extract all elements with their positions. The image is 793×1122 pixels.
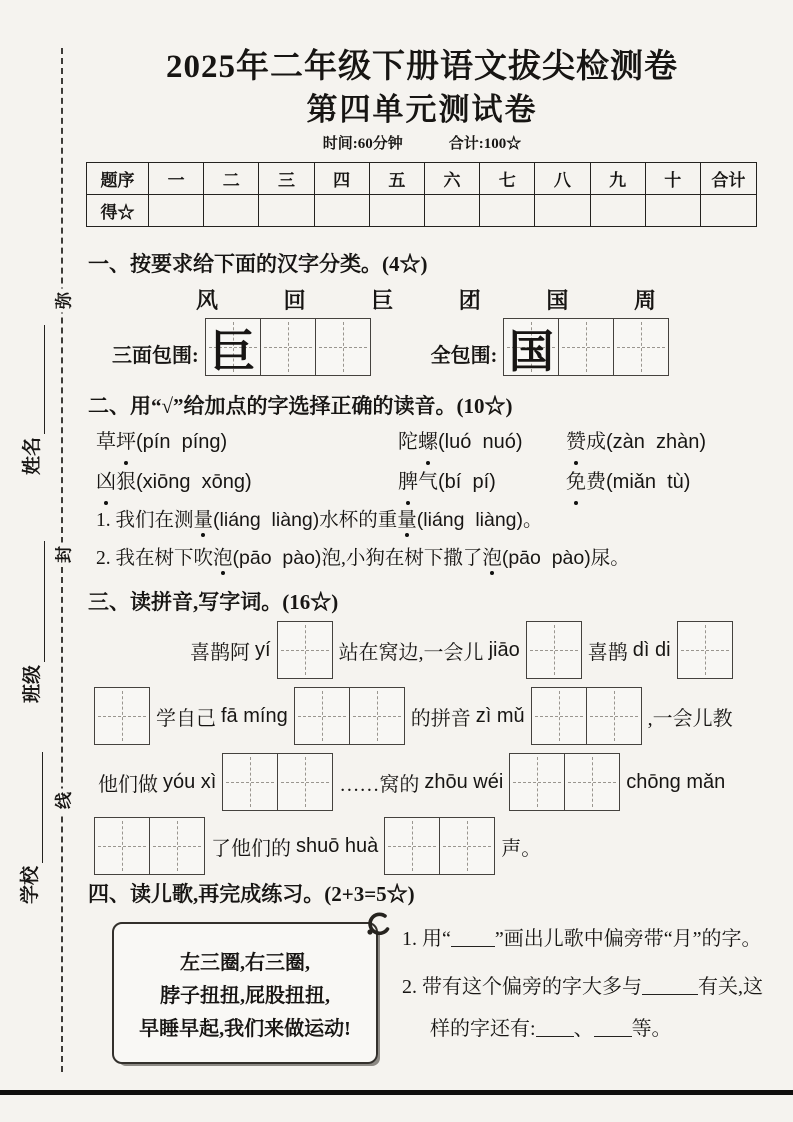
rhyme-note-box <box>112 922 378 1064</box>
text-run: ”画出儿歌中偏旁带“月”的字。 <box>494 928 762 950</box>
pinyin-choice-word <box>398 424 566 460</box>
answer-cell[interactable] <box>150 817 205 875</box>
answer-cell[interactable] <box>559 318 614 376</box>
answer-cell[interactable] <box>587 687 642 745</box>
score-entry-cell[interactable] <box>480 195 535 227</box>
dotted-character: 泡 <box>213 542 233 570</box>
group-label: 全包围: <box>430 345 498 367</box>
text-run: 声。 <box>501 837 542 860</box>
student-field-blank[interactable] <box>22 325 45 434</box>
text-run: 他们做 <box>98 773 163 796</box>
classify-character: 国 <box>546 288 569 313</box>
pinyin-run: chōng mǎn <box>626 770 726 793</box>
text-run: 泡,小狗在树下撒了 <box>321 548 483 569</box>
paper-title-line1: 2025年二年级下册语文拔尖检测卷 <box>166 49 678 85</box>
seal-char: 线 <box>48 789 77 813</box>
score-table-header-cell: 七 <box>480 163 535 195</box>
pinyin-run: yí <box>255 638 271 661</box>
score-table-header-cell: 八 <box>535 163 590 195</box>
score-table-header-cell: 五 <box>369 163 424 195</box>
section4-questions <box>402 918 776 1056</box>
score-table-header-cell: 合计 <box>700 163 756 195</box>
section4-heading: 四、读儿歌,再完成练习。(2+3=5☆) <box>88 882 415 906</box>
answer-cell[interactable] <box>261 318 316 376</box>
answer-cell[interactable] <box>531 687 587 745</box>
blank-line[interactable] <box>536 1020 574 1037</box>
writing-box-group <box>503 318 669 376</box>
answer-cell[interactable] <box>526 621 582 679</box>
pinyin-choice-word <box>566 424 772 460</box>
writing-box-group <box>509 753 620 811</box>
classify-character: 周 <box>633 288 656 313</box>
student-field-label: 学校 <box>20 865 41 904</box>
answer-cell[interactable] <box>222 753 278 811</box>
score-table-header-cell: 题序 <box>87 163 149 195</box>
text-run: 喜鹊阿 <box>190 641 255 664</box>
handwritten-answer: 国 <box>508 326 554 377</box>
paper-title-line2: 第四单元测试卷 <box>306 92 538 127</box>
text-run: 水杯的重 <box>319 510 398 531</box>
blank-line[interactable] <box>451 930 495 947</box>
text-run: 等。 <box>631 1018 672 1040</box>
pinyin-options: (pín píng) <box>136 431 228 453</box>
dotted-character: 坪 <box>116 424 136 460</box>
score-entry-cell[interactable] <box>259 195 314 227</box>
answer-cell[interactable] <box>277 621 333 679</box>
student-field-blank[interactable] <box>20 752 43 863</box>
answer-cell[interactable] <box>677 621 733 679</box>
student-field-name <box>19 325 45 475</box>
question-item <box>402 966 776 1050</box>
pinyin-options: (bí pí) <box>438 471 496 493</box>
student-field-class <box>19 541 45 703</box>
paper-meta <box>88 132 756 153</box>
score-row-label: 得☆ <box>87 195 149 227</box>
dotted-character: 赞 <box>566 424 586 460</box>
write-words-line <box>190 618 739 682</box>
question-item <box>402 918 776 960</box>
pinyin-choice-word <box>96 424 398 460</box>
score-entry-cell[interactable] <box>700 195 756 227</box>
clip-ring-icon <box>356 906 396 946</box>
classify-character: 巨 <box>371 288 394 313</box>
text-run: 2. 我在树下吹 <box>96 548 214 569</box>
student-field-school <box>17 752 43 904</box>
write-words-line <box>98 750 725 814</box>
score-entry-cell[interactable] <box>535 195 590 227</box>
text-run: 1. 我们在测 <box>96 510 194 531</box>
pinyin-run: (pāo pào) <box>232 547 322 569</box>
pinyin-options: (zàn zhàn) <box>606 431 707 453</box>
writing-box-group <box>222 753 333 811</box>
dotted-character: 量 <box>194 504 214 532</box>
write-words-line <box>88 814 541 878</box>
rhyme-line: 左三圈,右三圈, <box>180 951 310 974</box>
text-run: 。 <box>523 510 543 531</box>
dotted-character: 脾 <box>398 464 418 500</box>
rhyme-line: 早睡早起,我们来做运动! <box>139 1017 351 1040</box>
student-field-blank[interactable] <box>22 541 45 662</box>
score-entry-cell[interactable] <box>314 195 369 227</box>
pinyin-choice-word <box>398 464 566 500</box>
section2-sentence-1 <box>96 504 786 532</box>
blank-line[interactable] <box>642 978 698 995</box>
answer-cell[interactable] <box>565 753 620 811</box>
answer-cell[interactable] <box>94 687 150 745</box>
section1-character-list <box>196 284 656 315</box>
answer-cell[interactable] <box>440 817 495 875</box>
word-character: 气 <box>418 471 438 493</box>
answer-cell[interactable] <box>509 753 565 811</box>
blank-line[interactable] <box>594 1020 632 1037</box>
handwritten-answer: 巨 <box>210 326 256 377</box>
section3-heading: 三、读拼音,写字词。(16☆) <box>88 590 339 614</box>
score-entry-cell[interactable] <box>590 195 645 227</box>
writing-box-group <box>277 621 333 679</box>
section2-word-grid <box>96 424 772 500</box>
text-run: 学自己 <box>156 707 221 730</box>
text-run: 、 <box>573 1018 594 1040</box>
text-run: 的拼音 <box>410 707 476 730</box>
word-character: 费 <box>586 471 606 493</box>
writing-box-group <box>94 687 150 745</box>
pinyin-options: (luó nuó) <box>438 431 523 453</box>
answer-cell[interactable] <box>205 318 261 376</box>
dotted-character: 螺 <box>418 424 438 460</box>
text-run: 2. 带有这个偏旁的字大多与 <box>402 976 642 998</box>
answer-cell[interactable] <box>278 753 333 811</box>
pinyin-run: dì di <box>632 638 671 661</box>
answer-cell[interactable] <box>614 318 669 376</box>
writing-box-group <box>677 621 733 679</box>
pinyin-choice-word <box>96 464 398 500</box>
score-entry-cell[interactable] <box>645 195 700 227</box>
pinyin-run: (pāo pào) <box>501 547 591 569</box>
text-run: 尿。 <box>590 548 630 569</box>
classification-group <box>112 318 377 376</box>
section2-heading: 二、用“√”给加点的字选择正确的读音。(10☆) <box>88 394 513 418</box>
score-entry-cell[interactable] <box>424 195 479 227</box>
dotted-character: 泡 <box>482 542 502 570</box>
score-table-header-cell: 四 <box>314 163 369 195</box>
answer-cell[interactable] <box>94 817 150 875</box>
student-field-label: 班级 <box>22 664 43 703</box>
writing-box-group <box>94 817 205 875</box>
text-run: 站在窝边,一会儿 <box>338 641 489 664</box>
text-run: 了他们的 <box>211 837 296 860</box>
dotted-character: 量 <box>397 504 417 532</box>
time-label: 时间:60分钟 <box>322 136 403 152</box>
score-table-header-cell: 十 <box>645 163 700 195</box>
pinyin-run: (liáng liàng) <box>213 509 320 531</box>
classification-group <box>431 318 676 376</box>
answer-cell[interactable] <box>294 687 350 745</box>
seal-char: 封 <box>48 543 77 567</box>
classify-character: 团 <box>458 288 481 313</box>
writing-box-group <box>384 817 495 875</box>
section1-heading: 一、按要求给下面的汉字分类。(4☆) <box>88 252 428 276</box>
pinyin-run: fā míng <box>221 704 288 727</box>
pinyin-run: (liáng liàng) <box>416 509 524 531</box>
word-character: 狠 <box>116 471 136 493</box>
answer-cell[interactable] <box>350 687 405 745</box>
answer-cell[interactable] <box>316 318 371 376</box>
section1-answer-groups <box>112 318 675 376</box>
word-character: 陀 <box>398 431 418 453</box>
word-character: 成 <box>586 431 606 453</box>
text-run: 1. 用“ <box>402 928 451 950</box>
total-score-label: 合计:100☆ <box>448 136 522 152</box>
word-character: 草 <box>96 431 116 453</box>
text-run: 喜鹊 <box>587 641 633 664</box>
text-run: ,一会儿教 <box>647 707 733 730</box>
score-table-header-cell: 六 <box>424 163 479 195</box>
page-bottom-rule <box>0 1090 793 1095</box>
pinyin-run: yóu xì <box>163 770 217 793</box>
pinyin-run: jiāo <box>488 638 520 661</box>
classify-character: 回 <box>283 288 306 313</box>
rhyme-line: 脖子扭扭,屁股扭扭, <box>160 984 330 1007</box>
text-run: 有关,这样的字还有: <box>430 976 763 1040</box>
score-entry-cell[interactable] <box>149 195 204 227</box>
seal-char: 弥 <box>48 289 77 313</box>
score-table-header-cell: 二 <box>204 163 259 195</box>
score-table-header-cell: 九 <box>590 163 645 195</box>
dotted-character: 免 <box>566 464 586 500</box>
section2-sentence-2 <box>96 542 786 570</box>
write-words-line <box>88 684 733 748</box>
score-table-header-cell: 三 <box>259 163 314 195</box>
pinyin-options: (miǎn tù) <box>606 471 691 493</box>
score-table-header-cell: 一 <box>149 163 204 195</box>
pinyin-run: shuō huà <box>296 834 379 857</box>
score-entry-cell[interactable] <box>369 195 424 227</box>
pinyin-run: zì mǔ <box>475 704 525 727</box>
score-table <box>86 162 757 227</box>
writing-box-group <box>294 687 405 745</box>
score-entry-cell[interactable] <box>204 195 259 227</box>
dotted-character: 凶 <box>96 464 116 500</box>
pinyin-options: (xiōng xōng) <box>136 471 252 493</box>
text-run: ……窝的 <box>339 773 425 796</box>
writing-box-group <box>531 687 642 745</box>
student-field-label: 姓名 <box>22 436 43 475</box>
classify-character: 风 <box>196 288 219 313</box>
pinyin-run: zhōu wéi <box>424 770 504 793</box>
group-label: 三面包围: <box>112 345 199 367</box>
pinyin-choice-word <box>566 464 772 500</box>
answer-cell[interactable] <box>384 817 440 875</box>
writing-box-group <box>205 318 371 376</box>
writing-box-group <box>526 621 582 679</box>
answer-cell[interactable] <box>503 318 559 376</box>
